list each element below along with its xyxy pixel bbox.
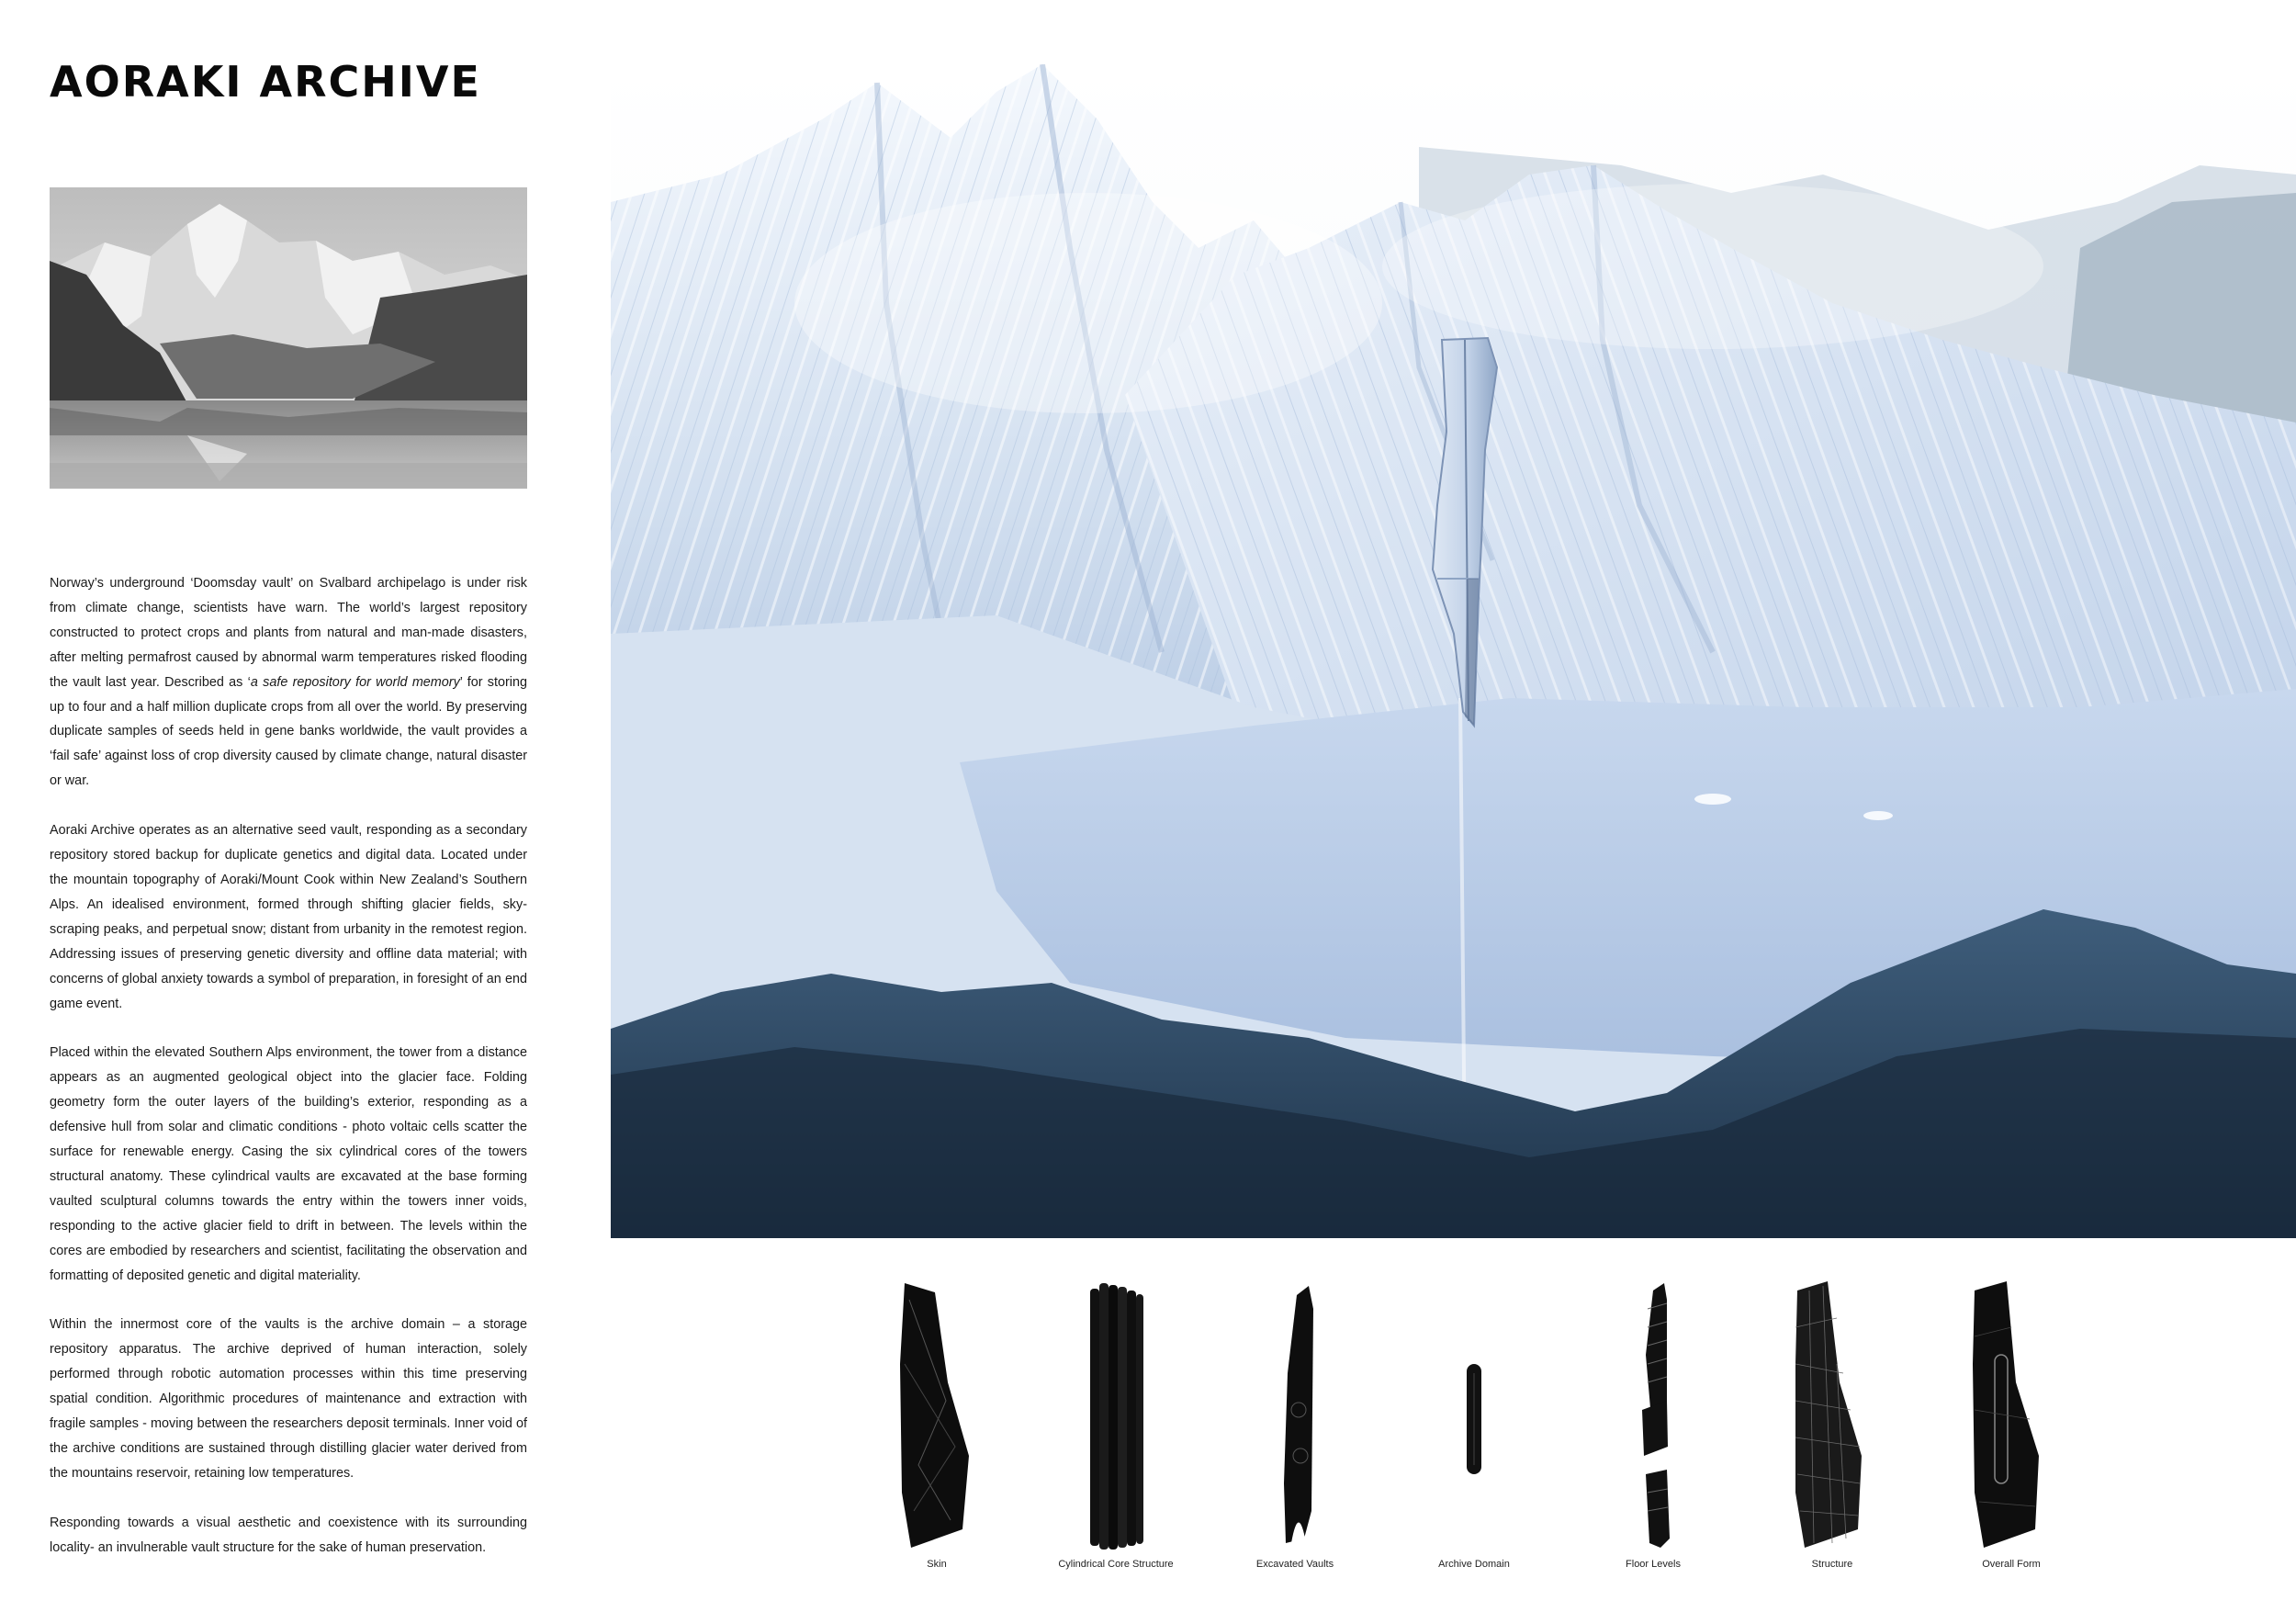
paragraph-4: Within the innermost core of the vaults is the archive domain – a storage repository apparatus. The archive deprived of human interaction, solely performed through robotic automation processes within this time preserving spatial condition. Algorithmic procedures of maintenance and extraction with fragile samples - moving between the researchers deposit terminals. Inner void of the archive conditions are sustained through distilling glacier water derived from the mountains reservoir, retaining low temperatures.	[50, 1317, 527, 1481]
diagram-label-floor-levels: Floor Levels	[1626, 1559, 1681, 1570]
diagram-excavated-vaults	[1221, 1272, 1368, 1575]
skin-drawing	[863, 1272, 1010, 1557]
excavated-vaults-drawing	[1221, 1272, 1368, 1557]
diagram-label-cylindrical-core: Cylindrical Core Structure	[1058, 1559, 1174, 1570]
diagram-skin	[863, 1272, 1010, 1575]
diagram-structure	[1759, 1272, 1906, 1575]
diagram-cylindrical-core	[1042, 1272, 1189, 1575]
diagram-archive-domain	[1401, 1272, 1548, 1575]
diagram-label-skin: Skin	[927, 1559, 947, 1570]
paragraph-2: Aoraki Archive operates as an alternative seed vault, responding as a secondary repository stored backup for duplicate genetics and digital data. Located under the mountain topography of Aoraki/Mount Cook within New Zealand’s Southern Alps. An idealised environment, formed through shifting glacier fields, sky-scraping peaks, and perpetual snow; distant from urbanity in the remotest region. Addressing issues of preserving genetic diversity and offline data material; with concerns of global anxiety towards a symbol of preparation, in foresight of an end game event.	[50, 823, 527, 1011]
paragraph-5: Responding towards a visual aesthetic and coexistence with its surrounding locality- an invulnerable vault structure for the sake of human preservation.	[50, 1515, 527, 1555]
diagram-overall-form	[1938, 1272, 2085, 1575]
cylindrical-core-drawing	[1042, 1272, 1189, 1557]
structure-drawing	[1759, 1272, 1906, 1557]
paragraph-1: Norway’s underground ‘Doomsday vault’ on Svalbard archipelago is under risk from climate change, scientists have warn. The world’s largest repository constructed to protect crops and plants from natural and man-made disasters, after melting permafrost caused by abnormal warm temperatures risked flooding the vault last year. Described as ‘a safe repository for world memory’ for storing up to four and a half million duplicate crops from all over the world. By preserving duplicate samples of seeds held in gene banks worldwide, the vault provides a ‘fail safe’ against loss of crop diversity caused by climate change, natural disaster or war.	[50, 576, 528, 789]
diagram-floor-levels	[1580, 1272, 1727, 1575]
site-photo	[50, 187, 527, 489]
overall-form-drawing	[1938, 1272, 2085, 1557]
component-diagrams	[863, 1272, 2094, 1575]
page-title: AORAKI ARCHIVE	[50, 57, 481, 107]
diagram-label-excavated-vaults: Excavated Vaults	[1255, 1559, 1334, 1570]
hero-render	[611, 64, 2296, 1238]
body-text	[50, 571, 527, 1561]
floor-levels-drawing	[1580, 1272, 1727, 1557]
paragraph-3: Placed within the elevated Southern Alps environment, the tower from a distance appears as an augmented geological object into the glacier face. Folding geometry form the outer layers of the building’s exterior, responding as a defensive hull from solar and climatic conditions - photo voltaic cells scatter the surface for renewable energy. Casing the six cylindrical cores of the towers structural anatomy. These cylindrical vaults are excavated at the base forming vaulted sculptural columns towards the entry within the towers inner voids, responding to the active glacier field to drift in between. The levels within the cores are embodied by researchers and scientist, facilitating the observation and formatting of deposited genetic and digital materiality.	[50, 1045, 527, 1283]
archive-domain-drawing	[1401, 1272, 1548, 1557]
diagram-label-archive-domain: Archive Domain	[1438, 1559, 1510, 1570]
diagram-label-overall-form: Overall Form	[1982, 1559, 2041, 1570]
diagram-label-structure: Structure	[1811, 1559, 1853, 1570]
